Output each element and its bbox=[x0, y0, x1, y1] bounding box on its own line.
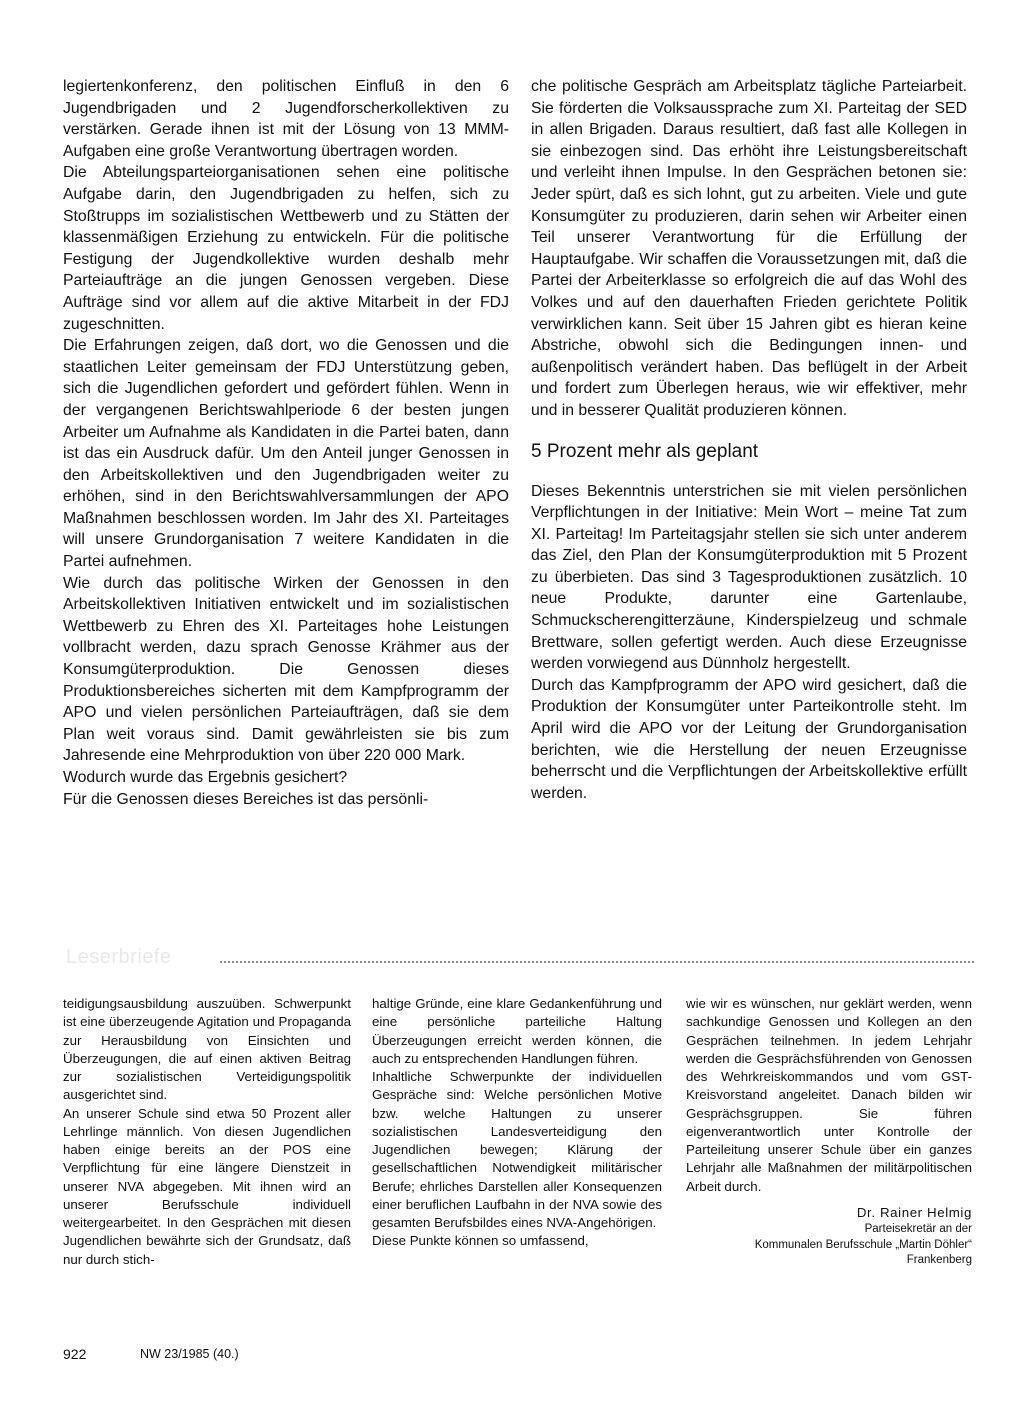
letter-paragraph: An unserer Schule sind etwa 50 Prozent aller Lehrlinge männlich. Von diesen Jugendlichen haben einige bereits an der POS eine Verpflichtung für eine längere Dienstzeit in unserer NVA abgegeben. Mit ihnen wird an unserer Berufsschule individuell weitergearbeitet. In den Gesprächen mit diesen Jugendlichen bewährte sich der Grundsatz, daß nur durch stich- bbox=[63, 1105, 351, 1267]
letter-paragraph: Inhaltliche Schwerpunkte der individuellen Gespräche sind: Welche persönlichen Motive bzw. welche Haltungen zu unserer sozialistischen Landesverteidigung den Jugendlichen bewegen; Klärung der gesellschaftlichen Notwendigkeit militärischer Berufe; ehrliches Darstellen aller Konsequenzen einer beruflichen Laufbahn in der NVA sowie des gesamten Berufsbildes eines NVA-Angehörigen. bbox=[372, 1069, 662, 1230]
article-paragraph: Für die Genossen dieses Bereiches ist das persönli- bbox=[63, 790, 429, 808]
letter-paragraph: haltige Gründe, eine klare Gedankenführung und eine persönliche parteiliche Haltung Überzeugungen erreicht werden können, die auch zu entsprechenden Handlungen führen. bbox=[372, 996, 662, 1066]
signature-role-line: Parteisekretär an der bbox=[864, 1223, 972, 1235]
article-column-2 bbox=[531, 76, 967, 804]
article-question: Wodurch wurde das Ergebnis gesichert? bbox=[63, 769, 348, 786]
letter-paragraph: teidigungsausbildung auszuüben. Schwerpunkt ist eine überzeugende Agitation und Propaganda zur Herausbildung von Einsichten und Überzeugungen, die auf einen aktiven Beitrag zur sozialistischen Verteidigungspolitik ausgerichtet sind. bbox=[63, 996, 351, 1103]
signature-name: Dr. Rainer Helmig bbox=[856, 1204, 972, 1220]
issue-reference: NW 23/1985 (40.) bbox=[140, 1347, 239, 1361]
section-divider bbox=[220, 961, 974, 963]
letter-paragraph: Diese Punkte können so umfassend, bbox=[372, 1233, 589, 1249]
letter-column-1 bbox=[63, 995, 351, 1269]
article-paragraph: legiertenkonferenz, den politischen Einfluß in den 6 Jugendbrigaden und 2 Jugendforscherkollektiven zu verstärken. Gerade ihnen ist mit der Lösung von 13 MMM-Aufgaben eine große Verantwortung übertragen worden. bbox=[63, 78, 509, 160]
article-paragraph: che politische Gespräch am Arbeitsplatz tägliche Parteiarbeit. Sie förderten die Volksaussprache zum XI. Parteitag der SED in allen Brigaden. Daraus resultiert, daß fast alle Kollegen in sie einbezogen sind. Das erhöht ihre Leistungsbereitschaft und verleiht ihnen Impulse. In den Gesprächen betonen sie: Jeder spürt, daß es sich lohnt, gut zu arbeiten. Viele und gute Konsumgüter zu produzieren, darin sehen wir Arbeiter einen Teil unserer Verantwortung für die Erfüllung der Hauptaufgabe. Wir schaffen die Voraussetzungen mit, daß die Partei der Arbeiterklasse so erfolgreich die auf das Wohl des Volkes und auf den dauerhaften Frieden gerichtete Politik verwirklichen kann. Seit über 15 Jahren gibt es hieran keine Abstriche, obwohl sich die Bedingungen innen- und außenpolitisch verändert haben. Das beflügelt in der Arbeit und fordert zum Überlegen heraus, wie wir effektiver, mehr und in besserer Qualität produzieren können. bbox=[531, 78, 967, 419]
article-paragraph: Die Erfahrungen zeigen, daß dort, wo die Genossen und die staatlichen Leiter gemeinsam der FDJ Unterstützung geben, sich die Jugendlichen gefordert und gefördert fühlen. Wenn in der vergangenen Berichtswahlperiode 6 der besten jungen Arbeiter um Aufnahme als Kandidaten in die Partei baten, dann ist das ein Ausdruck dafür. Um den Anteil junger Genossen in den Arbeitskollektiven und den Jugendbrigaden weiter zu erhöhen, sind in den Berichtswahlversammlungen der APO Maßnahmen beschlossen worden. Im Jahr des XI. Parteitages will unsere Grundorganisation 7 weitere Kandidaten in die Partei aufnehmen. bbox=[63, 337, 509, 571]
article-paragraph: Durch das Kampfprogramm der APO wird gesichert, daß die Produktion der Konsumgüter unter Parteikontrolle steht. Im April wird die APO vor der Leitung der Grundorganisation berichten, wie die Herstellung der neuen Erzeugnisse beherrscht und die Verpflichtungen der Arbeitskollektive erfüllt werden. bbox=[531, 676, 967, 802]
article-paragraph: Die Abteilungsparteiorganisationen sehen eine politische Aufgabe darin, den Jugendbrigaden zu helfen, sich zu Stoßtrupps im sozialistischen Wettbewerb und zu Stätten der klassenmäßigen Erziehung zu entwickeln. Für die politische Festigung der Jugendkollektive wurden deshalb mehr Parteiaufträge an die jungen Genossen vergeben. Diese Aufträge sind vor allem auf die aktive Mitarbeit in der FDJ zugeschnitten. bbox=[63, 164, 509, 333]
signature-role-line: Frankenberg bbox=[906, 1254, 972, 1266]
article-column-1 bbox=[63, 76, 509, 810]
section-heading: 5 Prozent mehr als geplant bbox=[531, 440, 759, 462]
page-number: 922 bbox=[63, 1346, 87, 1362]
letter-column-2 bbox=[372, 995, 662, 1251]
article-paragraph: Dieses Bekenntnis unterstrichen sie mit vielen persönlichen Verpflichtungen in der Initiative: Mein Wort – meine Tat zum XI. Parteitag! Im Parteitagsjahr stellen sie sich unter anderem das Ziel, den Plan der Konsumgüterproduktion mit 5 Prozent zu überbieten. Das sind 3 Tagesproduktionen zusätzlich. 10 neue Produkte, darunter eine Gartenlaube, Schmuckscherengitterzäune, Kinderspielzeug und schmale Brettware, sollen gefertigt werden. Auch diese Erzeugnisse werden vorwiegend aus Dünnholz hergestellt. bbox=[531, 482, 967, 673]
letter-paragraph: wie wir es wünschen, nur geklärt werden, wenn sachkundige Genossen und Kollegen an den Gesprächen teilnehmen. In jedem Lehrjahr werden die Gesprächsführenden von Genossen des Wehrkreiskommandos und vom GST-Kreisvorstand angeleitet. Danach bilden wir Gesprächsgruppen. Sie führen eigenverantwortlich unter Kontrolle der Parteileitung unserer Schule über ein ganzes Lehrjahr alle Maßnahmen der militärpolitischen Arbeit durch. bbox=[686, 996, 972, 1194]
article-paragraph: Wie durch das politische Wirken der Genossen in den Arbeitskollektiven Initiativen entwickelt und im sozialistischen Wettbewerb zu Ehren des XI. Parteitages hohe Leistungen vollbracht werden, dazu sprach Genosse Krähmer aus der Konsumgüterproduktion. Die Genossen dieses Produktionsbereiches sicherten mit dem Kampfprogramm der APO und vielen persönlichen Parteiaufträgen, daß sie dem Plan weit voraus sind. Damit gewährleisten sie bis zum Jahresende eine Mehrproduktion von über 220 000 Mark. bbox=[63, 574, 509, 765]
section-label-leserbriefe: Leserbriefe bbox=[66, 946, 172, 968]
letter-column-3 bbox=[686, 995, 972, 1269]
signature-role-line: Kommunalen Berufsschule „Martin Döhler“ bbox=[754, 1238, 972, 1251]
